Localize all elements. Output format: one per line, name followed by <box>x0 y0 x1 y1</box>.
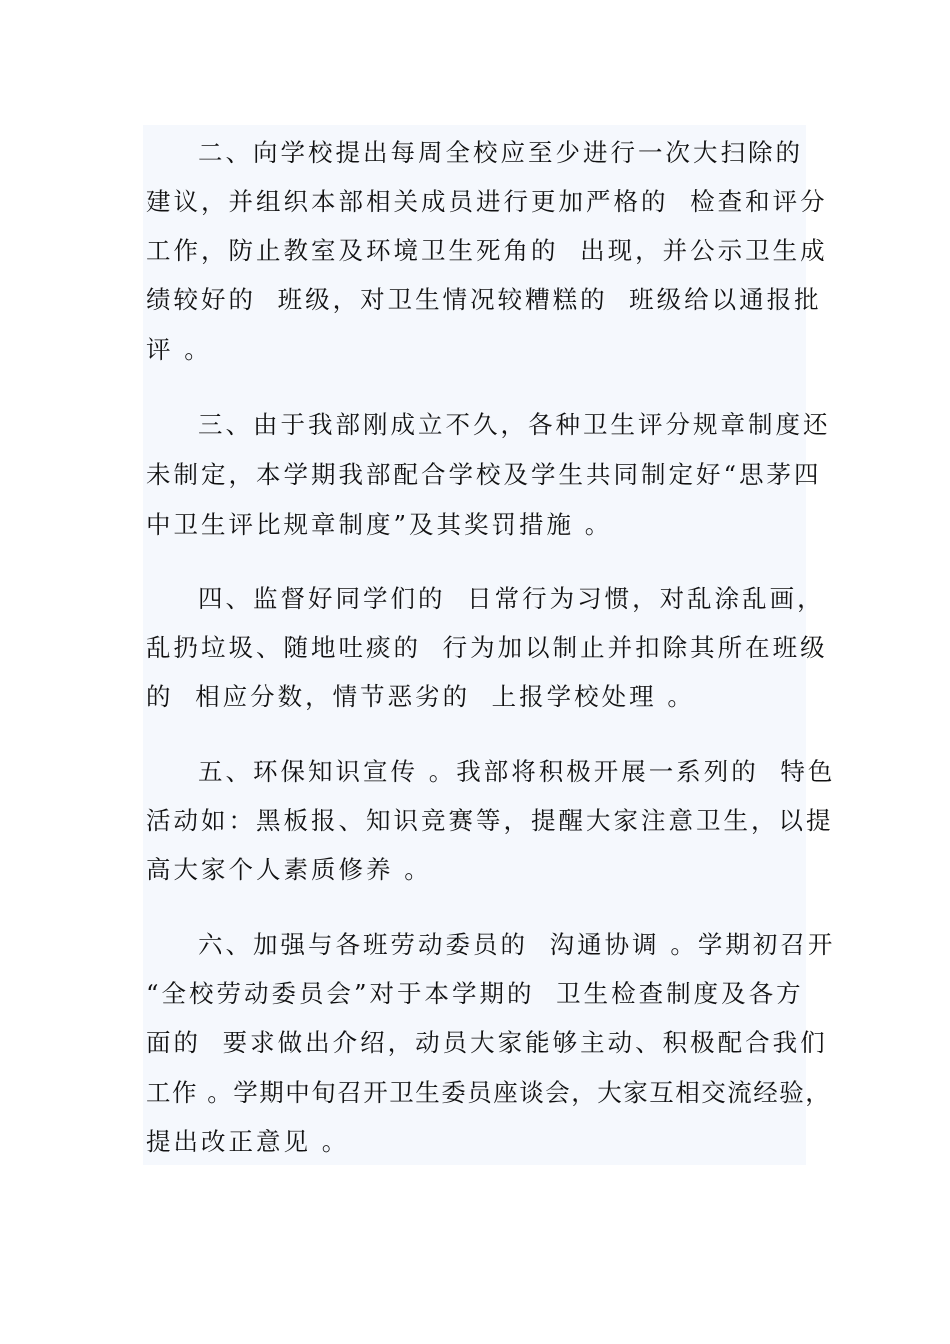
paragraph-3-line-3: 中卫生评比规章制度”及其奖罚措施 。 <box>146 510 613 539</box>
paragraph-2-line-3: 工作，防止教室及环境卫生死角的 出现，并公示卫生成 <box>146 236 828 265</box>
paragraph-5-line-3: 高大家个人素质修养 。 <box>146 855 432 884</box>
paragraph-6-line-5: 提出改正意见 。 <box>146 1127 350 1156</box>
paragraph-6-line-1: 六、加强与各班劳动委员的 沟通协调 。学期初召开 <box>198 930 836 959</box>
paragraph-4-line-1: 四、监督好同学们的 日常行为习惯，对乱涂乱画， <box>198 584 825 613</box>
paragraph-5-line-2: 活动如：黑板报、知识竞赛等，提醒大家注意卫生，以提 <box>146 806 834 835</box>
paragraph-6-line-4: 工作 。学期中旬召开卫生委员座谈会，大家互相交流经验， <box>146 1078 832 1107</box>
paragraph-6-line-2: “全校劳动委员会”对于本学期的 卫生检查制度及各方 <box>146 979 804 1008</box>
paragraph-4-line-2: 乱扔垃圾、随地吐痰的 行为加以制止并扣除其所在班级 <box>146 633 828 662</box>
paragraph-2-line-1: 二、向学校提出每周全校应至少进行一次大扫除的 <box>198 138 803 167</box>
paragraph-3-line-2: 未制定，本学期我部配合学校及学生共同制定好“思茅四 <box>146 460 822 489</box>
paragraph-5-line-1: 五、环保知识宣传 。我部将积极开展一系列的 特色 <box>198 757 836 786</box>
paragraph-4-line-3: 的 相应分数，情节恶劣的 上报学校处理 。 <box>146 682 695 711</box>
paragraph-2-line-5: 评 。 <box>146 335 212 364</box>
paragraph-3-line-1: 三、由于我部刚成立不久，各种卫生评分规章制度还 <box>198 410 831 439</box>
paragraph-6-line-3: 面的 要求做出介绍，动员大家能够主动、积极配合我们 <box>146 1028 828 1057</box>
paragraph-2-line-4: 绩较好的 班级，对卫生情况较糟糕的 班级给以通报批 <box>146 285 822 314</box>
paragraph-2-line-2: 建议，并组织本部相关成员进行更加严格的 检查和评分 <box>146 187 828 216</box>
